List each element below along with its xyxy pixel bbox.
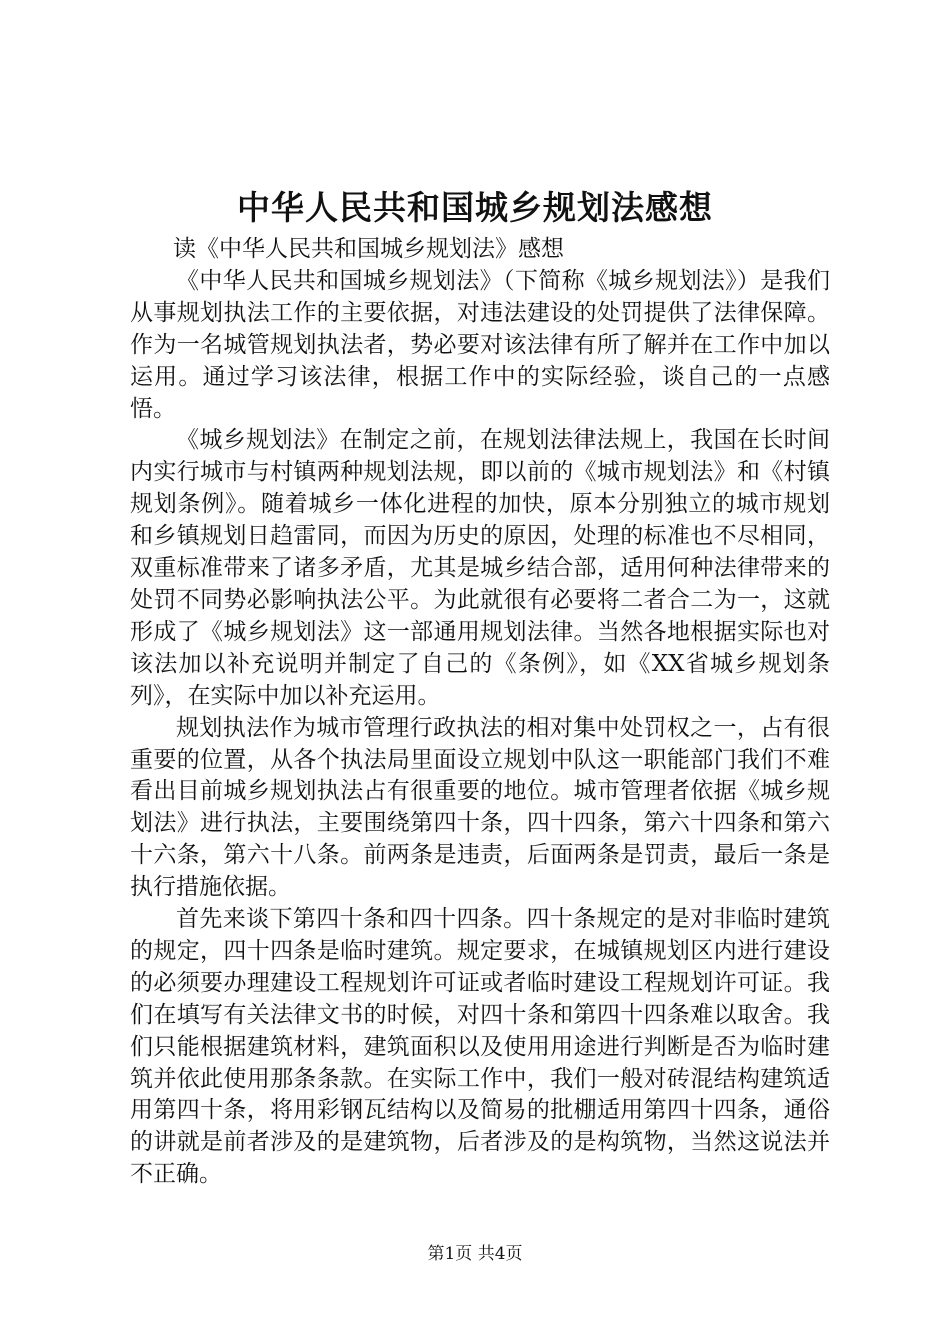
document-subtitle: 读《中华人民共和国城乡规划法》感想: [173, 236, 564, 262]
paragraph-3: 规划执法作为城市管理行政执法的相对集中处罚权之一，占有很重要的位置，从各个执法局里面设立规划中队这一职能部门我们不难看出目前城乡规划执法占有很重要的地位。城市管理者依据《城乡规划法》进行执法，主要围绕第四十条，四十四条，第六十四条和第六十六条，第六十八条。前两条是违责，后面两条是罚责，最后一条是执行措施依据。: [130, 714, 830, 901]
page-number: 第1页 共4页: [427, 1244, 523, 1264]
paragraph-4: 首先来谈下第四十条和四十四条。四十条规定的是对非临时建筑的规定，四十四条是临时建筑。规定要求，在城镇规划区内进行建设的必须要办理建设工程规划许可证或者临时建设工程规划许可证。我们在填写有关法律文书的时候，对四十条和第四十四条难以取舍。我们只能根据建筑材料，建筑面积以及使用用途进行判断是否为临时建筑并依此使用那条条款。在实际工作中，我们一般对砖混结构建筑适用第四十条，将用彩钢瓦结构以及简易的批棚适用第四十四条，通俗的讲就是前者涉及的是建筑物，后者涉及的是构筑物，当然这说法并不正确。: [130, 906, 830, 1188]
document-title: 中华人民共和国城乡规划法感想: [237, 188, 713, 227]
document-body: [130, 234, 830, 1191]
paragraph-2: 《城乡规划法》在制定之前，在规划法律法规上，我国在长时间内实行城市与村镇两种规划法规，即以前的《城市规划法》和《村镇规划条例》。随着城乡一体化进程的加快，原本分别独立的城市规划和乡镇规划日趋雷同，而因为历史的原因，处理的标准也不尽相同，双重标准带来了诸多矛盾，尤其是城乡结合部，适用何种法律带来的处罚不同势必影响执法公平。为此就很有必要将二者合二为一，这就形成了《城乡规划法》这一部通用规划法律。当然各地根据实际也对该法加以补充说明并制定了自己的《条例》，如《XX省城乡规划条列》，在实际中加以补充运用。: [130, 427, 830, 709]
paragraph-1: 《中华人民共和国城乡规划法》（下简称《城乡规划法》）是我们从事规划执法工作的主要依据，对违法建设的处罚提供了法律保障。作为一名城管规划执法者，势必要对该法律有所了解并在工作中加以运用。通过学习该法律，根据工作中的实际经验，谈自己的一点感悟。: [130, 267, 830, 422]
